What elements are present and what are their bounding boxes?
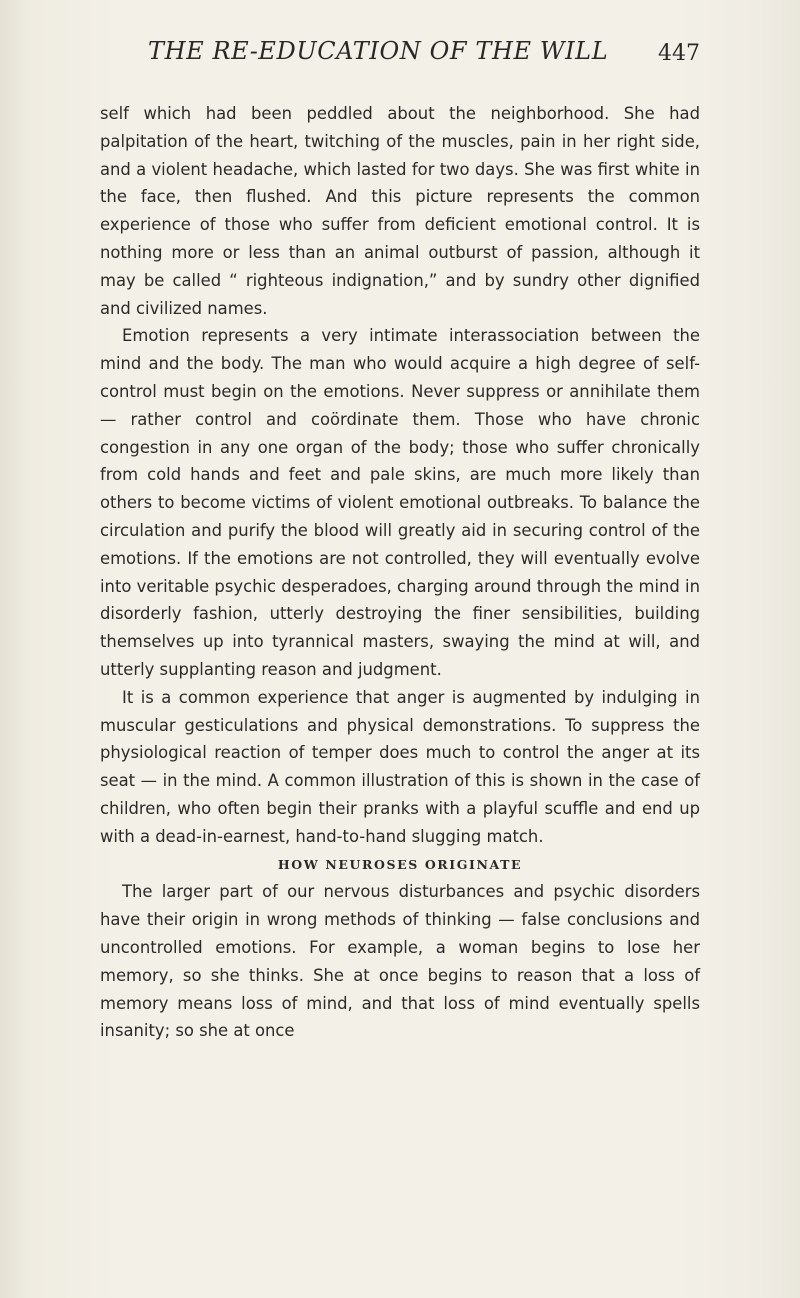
paragraph-1: self which had been peddled about the neighborhood. She had palpitation of the heart, twitching of the muscles, pain in her right side, and a violent headache, which lasted for two days. She was first white in the face, then flushed. And this picture represents the common experience of those who suffer from deficient emotional control. It is nothing more or less than an animal outburst of passion, although it may be called “ righteous indignation,” and by sundry other dignified and civilized names. [100, 104, 700, 318]
paragraph-4: The larger part of our nervous disturbances and psychic disorders have their origin in wrong methods of thinking — false conclusions and uncontrolled emotions. For example, a woman begins to lose her memory, so she thinks. She at once begins to reason that a loss of memory means loss of mind, and that loss of mind eventually spells insanity; so she at once [100, 882, 700, 1041]
paragraph-3: It is a common experience that anger is augmented by indulging in muscular gesticulations and physical demonstrations. To suppress the physiological reaction of temper does much to control the anger at its seat — in the mind. A common illustration of this is shown in the case of children, who often begin their pranks with a playful scuffle and end up with a dead-in-earnest, hand-to-hand slugging match. [100, 687, 700, 846]
paragraph-2: Emotion represents a very intimate interassociation between the mind and the body. The man who would acquire a high degree of self-control must begin on the emotions. Never suppress or annihilate them — rather control and coördinate them. Those who have chronic congestion in any one organ of the body; those who suffer chronically from cold hands and feet and pale skins, are much more likely than others to become victims of violent emotional outbreaks. To balance the circulation and purify the blood will greatly aid in securing control of the emotions. If the emotions are not controlled, they will eventually evolve into veritable psychic desperadoes, charging around through the mind in disorderly fashion, utterly destroying the finer sensibilities, building themselves up into tyrannical masters, swaying the mind at will, and utterly supplanting reason and judgment. [100, 326, 700, 679]
page-header [100, 37, 700, 77]
page-number: 447 [658, 41, 700, 66]
section-heading: HOW NEUROSES ORIGINATE [277, 856, 523, 872]
running-title: THE RE-EDUCATION OF THE WILL [148, 37, 609, 65]
body-text [100, 100, 700, 1045]
